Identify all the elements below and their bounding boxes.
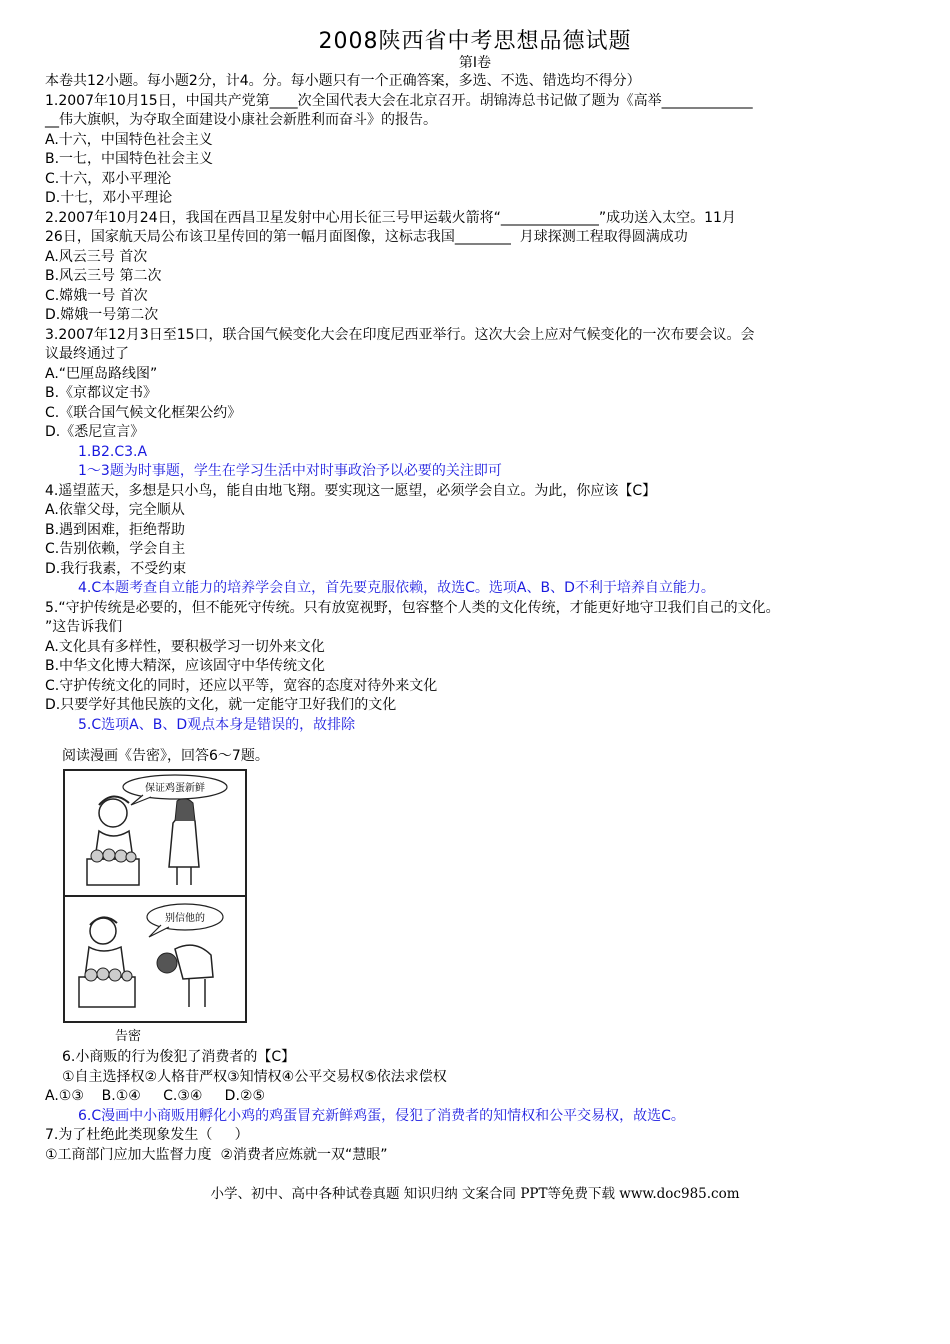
text-line: ①自主选择权②人格苷严权③知情权④公平交易权⑤依法求偿权 (62, 1068, 447, 1085)
text-line: __伟大旗帜，为夺取全面建设小康社会新胜利而奋斗》的报告。 (45, 112, 437, 128)
text-line: D.我行我素，不受约束 (45, 560, 187, 577)
text-line: B.风云三号 第二次 (45, 268, 162, 284)
text-line: A.十六，中国特色社会主义 (45, 131, 213, 148)
page-title: 2008陕西省中考思想品德试题 (318, 29, 632, 54)
answer-note: 4.C本题考查自立能力的培养学会自立，首先要克服依赖，故选C。选项A、B、D不利于培养自立能力。 (78, 580, 715, 596)
text-line: 1.2007年10月15日，中国共产党第____次全国代表大会在北京召开。胡锦涛总书记做了题为《高举_____________ (45, 92, 753, 109)
text-line: C.《联合国气候文化框架公约》 (45, 404, 242, 421)
text-line: ”这告诉我们 (45, 619, 123, 635)
answer-note: 1～3题为时事题，学生在学习生活中对时事政治予以必要的关注即可 (78, 463, 502, 479)
text-line: B.遇到困难，拒绝帮助 (45, 521, 186, 538)
comic-image (63, 769, 247, 1023)
text-line: 6.小商贩的行为俊犯了消费者的【C】 (62, 1049, 296, 1065)
text-line: D.十七，邓小平理论 (45, 190, 173, 206)
question-list-part-2 (45, 1048, 910, 1165)
answer-note: 5.C选项A、B、D观点本身是错误的，故排除 (78, 716, 356, 733)
document-body (45, 72, 910, 1165)
comic-panel-bottom (65, 897, 245, 1021)
text-line: D.《悉尼宣言》 (45, 424, 145, 440)
text-line: C.嫦娥一号 首次 (45, 287, 148, 304)
comic-caption: 告密 (115, 1028, 142, 1044)
comic-bubble-top: 保证鸡蛋新鲜 (145, 782, 205, 794)
text-line: D.嫦娥一号第二次 (45, 307, 159, 323)
text-line: 议最终通过了 (45, 346, 129, 362)
text-line: A.“巴厘岛路线图” (45, 365, 158, 382)
answer-note: 1.B2.C3.A (78, 443, 148, 460)
comic-bubble-bottom: 别信他的 (165, 912, 205, 924)
text-line: 本卷共12小题。每小题2分，计4。分。每小题只有一个正确答案，多选、不选、错选均不得分） (45, 73, 641, 89)
text-line: 7.为了杜绝此类现象发生（ ） (45, 1127, 249, 1143)
page-subtitle: 第Ⅰ卷 (458, 55, 492, 71)
comic-intro: 阅读漫画《告密》，回答6～7题。 (62, 748, 269, 764)
page-footer: 小学、初中、高中各种试卷真题 知识归纳 文案合同 PPT等免费下载 www.doc985.com (210, 1186, 740, 1202)
text-line: 4.遥望蓝天，多想是只小鸟，能自由地飞翔。要实现这一愿望，必须学会自立。为此，你应该【C】 (45, 482, 657, 499)
text-line: B.《京都议定书》 (45, 385, 158, 401)
text-line: 5.“守护传统是必要的，但不能死守传统。只有放宽视野，包容整个人类的文化传统，才能更好地守卫我们自己的文化。 (45, 599, 780, 616)
text-line: C.告别依赖，学会自主 (45, 541, 186, 557)
text-line: A.依靠父母，完全顺从 (45, 502, 185, 518)
text-line: A.①③ B.①④ C.③④ D.②⑤ (45, 1088, 266, 1104)
text-line: C.十六，邓小平理沦 (45, 170, 172, 187)
question-list-part-1 (45, 72, 910, 735)
text-line: 26日，国家航天局公布该卫星传回的第一幅月面图像，这标志我国________ 月球探测工程取得圆满成功 (45, 229, 688, 245)
text-line: A.风云三号 首次 (45, 248, 148, 265)
text-line: C.守护传统文化的同时，还应以平等，宽容的态度对待外来文化 (45, 677, 438, 694)
answer-note: 6.C漫画中小商贩用孵化小鸡的鸡蛋冒充新鲜鸡蛋，侵犯了消费者的知情权和公平交易权，故选C。 (78, 1107, 685, 1124)
text-line: 3.2007年12月3日至15口，联合国气候变化大会在印度尼西亚举行。这次大会上应对气候变化的一次布要会议。会 (45, 326, 755, 343)
text-line: B.中华文化博大精深，应该固守中华传统文化 (45, 658, 326, 674)
comic-panel-top (65, 771, 245, 897)
text-line: 2.2007年10月24日，我国在西昌卫星发射中心用长征三号甲运载火箭将“______________”成功送入太空。11月 (45, 209, 736, 226)
text-line: ①工商部门应加大监督力度 ②消费者应炼就一双“慧眼” (45, 1146, 388, 1163)
text-line: A.文化具有多样性，要积极学习一切外来文化 (45, 638, 325, 655)
text-line: D.只要学好其他民族的文化，就一定能守卫好我们的文化 (45, 697, 397, 713)
text-line: B.一七，中国特色社会主义 (45, 151, 214, 167)
